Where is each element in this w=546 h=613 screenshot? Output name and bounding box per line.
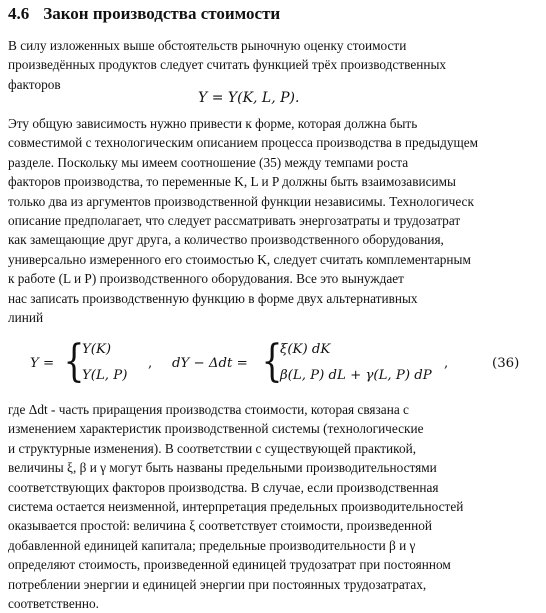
text-line: линий <box>8 310 44 326</box>
paragraph-discussion <box>8 114 546 327</box>
eq36-right-comma: , <box>444 356 449 371</box>
text-line: Эту общую зависимость нужно привести к форме, которая должна быть <box>8 116 418 131</box>
text-line: факторов производства, то переменные K, L и P должны быть взаимозависимы <box>8 174 456 190</box>
text-line: к работе (L и P) производственного оборудования. Все это вынуждает <box>8 271 404 287</box>
section-heading <box>8 4 280 24</box>
eq36-case-1: Y(K) <box>82 342 112 357</box>
text-line: произведённых продуктов следует считать функцией трёх производственных <box>8 57 447 73</box>
text-line: система остается неизменной, интерпретация предельных производительностей <box>8 499 464 515</box>
text-line: изменением характеристик производственной системы (технологические <box>8 421 424 437</box>
text-line: соответствующих факторов производства. В случае, если производственная <box>8 479 439 495</box>
eq36-right-case-2: β(L, P) dL + γ(L, P) dP <box>280 368 432 383</box>
text-line: определяют стоимость, произведенной единицей трудозатрат при постоянном <box>8 557 451 573</box>
equation-number: (36) <box>492 356 520 371</box>
eq36-lhs: Y = <box>30 356 55 371</box>
equation-36 <box>0 338 546 394</box>
text-line: разделе. Поскольку мы имеем соотношение (35) между темпами роста <box>8 154 409 170</box>
text-line: добавленной единицей капитала; предельные производительности β и γ <box>8 537 416 553</box>
text-line: величины ξ, β и γ могут быть названы предельными производительностями <box>8 460 437 476</box>
text-line: потреблении энергии и единицей энергии при постоянных трудозатратах, <box>8 576 427 592</box>
eq36-case-2: Y(L, P) <box>82 368 128 383</box>
equation-production-function: Y = Y(K, L, P). <box>198 90 300 106</box>
paragraph-intro <box>8 36 546 94</box>
text-line: описание предполагает, что следует рассматривать энергозатраты и трудозатрат <box>8 213 461 229</box>
section-title: Закон производства стоимости <box>43 4 281 23</box>
text-line: совместимой с технологическим описанием процесса производства в предыдущем <box>8 135 479 151</box>
text-line: соответственно. <box>8 596 99 612</box>
text-line: как замещающие друг друга, а количество производственного оборудования, <box>8 232 444 248</box>
text-line: только два из аргументов производственной функции независимы. Технологическ <box>8 193 474 209</box>
text-line: и структурные изменения). В соответствии с существующей практикой, <box>8 440 417 456</box>
text-line: оказывается простой: величина ξ соответствует стоимости, произведенной <box>8 518 433 534</box>
eq36-middle: dY − Δdt = <box>172 356 248 371</box>
text-line: В силу изложенных выше обстоятельств рыночную оценку стоимости <box>8 38 407 53</box>
text-line: факторов <box>8 76 61 92</box>
text-line: где Δdt - часть приращения производства стоимости, которая связана с <box>8 402 409 417</box>
section-number: 4.6 <box>8 4 30 23</box>
left-brace-symbol: { <box>63 336 85 387</box>
paragraph-interpretation <box>8 400 546 613</box>
eq36-comma: , <box>148 356 153 371</box>
text-line: универсально измеренного его стоимостью K, следует считать комплементарным <box>8 251 471 267</box>
right-system-brace-symbol: { <box>261 336 283 387</box>
eq36-right-case-1: ξ(K) dK <box>280 342 331 357</box>
text-line: нас записать производственную функцию в форме двух альтернативных <box>8 290 418 306</box>
